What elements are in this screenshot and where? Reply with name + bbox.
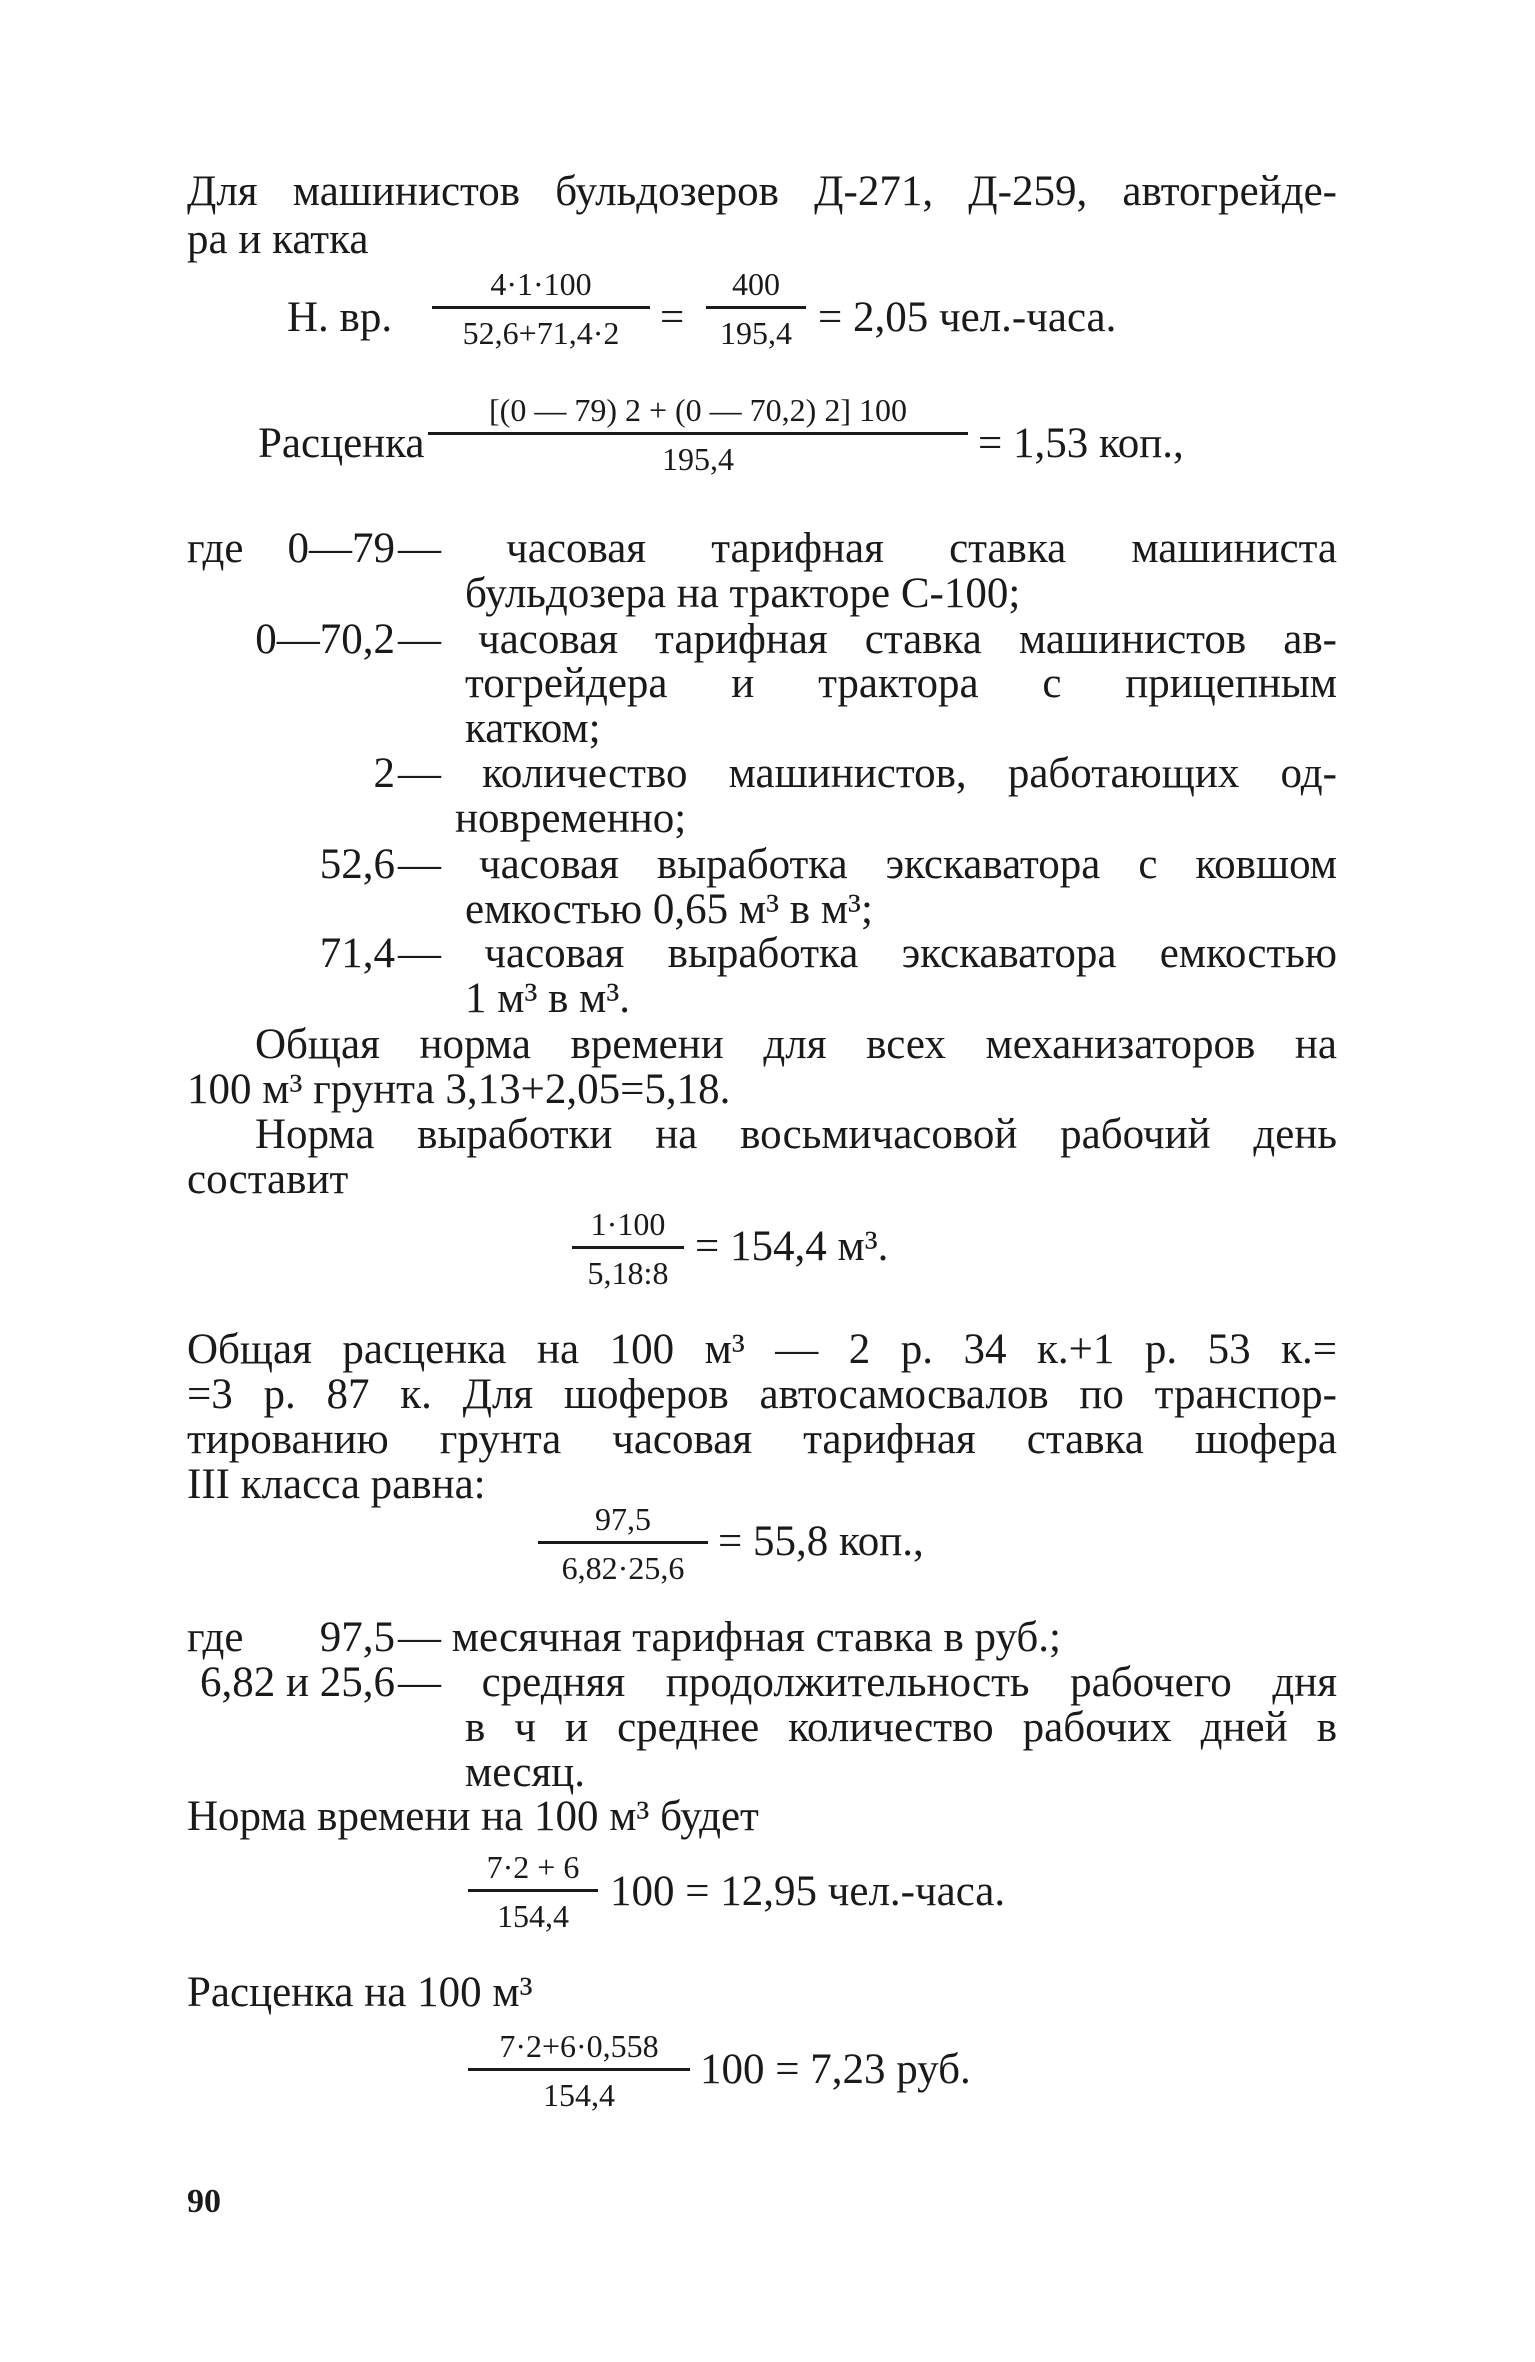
formula-rate100-numerator: 7·2+6·0,558: [499, 2028, 659, 2064]
legend2-def-2-line-2: в ч и среднее количество рабочих дней в: [465, 1704, 1337, 1751]
legend2-key-2: 6,82 и 25,6: [199, 1659, 395, 1706]
formula-norm100-result: 100 = 12,95 чел.-часа.: [610, 1868, 1006, 1915]
formula-rate100-result: 100 = 7,23 руб.: [700, 2046, 971, 2093]
formula-rate100-fraction: [468, 2030, 690, 2111]
legend1-def-2-line-3: катком;: [465, 705, 601, 752]
fraction-bar: [432, 306, 650, 309]
formula-norm100-fraction: [468, 1851, 598, 1932]
formula-nvr-frac1-denominator: 52,6+71,4·2: [462, 315, 620, 351]
legend2-def-2-line-1: — средняя продолжительность рабочего дня: [398, 1659, 1337, 1706]
para-rate-line-1: Общая расценка на 100 м³ — 2 р. 34 к.+1 р. 53 к.=: [187, 1326, 1337, 1373]
formula-nvr-result: = 2,05 чел.-часа.: [818, 294, 1117, 341]
para-output-line-2: составит: [187, 1156, 349, 1203]
para-total-line-1: Общая норма времени для всех механизаторов на: [255, 1021, 1337, 1068]
legend1-def-5-line-1: — часовая выработка экскаватора емкостью: [398, 930, 1337, 977]
legend1-def-4-line-2: емкостью 0,65 м³ в м³;: [465, 886, 873, 933]
para-rate-line-4: III класса равна:: [187, 1461, 486, 1508]
formula-rastsenka-fraction: [428, 394, 968, 475]
legend1-def-2-line-2: тогрейдера и трактора с прицепным: [465, 660, 1337, 707]
legend1-key-3: 2: [373, 750, 395, 797]
formula-driver-result: = 55,8 коп.,: [718, 1518, 924, 1565]
formula-norm100-denominator: 154,4: [497, 1898, 569, 1934]
formula-nvr-frac2-denominator: 195,4: [720, 315, 792, 351]
legend1-def-1-line-1: — часовая тарифная ставка машиниста: [398, 525, 1337, 572]
formula-rastsenka-result: = 1,53 коп.,: [978, 420, 1184, 467]
fraction-bar: [428, 432, 968, 435]
intro-line-2: ра и катка: [187, 216, 369, 263]
formula-output-denominator: 5,18:8: [587, 1255, 669, 1291]
legend1-key-2: 0—70,2: [255, 616, 395, 663]
para-norm100: Норма времени на 100 м³ будет: [187, 1793, 759, 1840]
legend1-key-5: 71,4: [319, 930, 395, 977]
para-output-line-1: Норма выработки на восьмичасовой рабочий день: [255, 1111, 1337, 1158]
intro-line-1: Для машинистов бульдозеров Д-271, Д-259, автогрейде-: [187, 168, 1337, 215]
fraction-bar: [538, 1541, 708, 1544]
legend1-def-4-line-1: — часовая выработка экскаватора с ковшом: [398, 841, 1337, 888]
legend2-where: где: [187, 1614, 244, 1661]
legend2-def-2-line-3: месяц.: [465, 1749, 585, 1796]
para-total-line-2: 100 м³ грунта 3,13+2,05=5,18.: [187, 1066, 731, 1113]
legend1-def-5-line-2: 1 м³ в м³.: [465, 975, 631, 1022]
legend1-def-3-line-1: — количество машинистов, работающих од-: [398, 750, 1337, 797]
formula-nvr-label: Н. вр.: [287, 294, 393, 341]
legend1-key-4: 52,6: [319, 841, 395, 888]
formula-rastsenka-denominator: 195,4: [662, 441, 734, 477]
para-rate-line-3: тированию грунта часовая тарифная ставка шофера: [187, 1416, 1337, 1463]
fraction-bar: [706, 306, 806, 309]
legend1-def-2-line-1: — часовая тарифная ставка машинистов ав-: [398, 616, 1337, 663]
formula-driver-fraction: [538, 1503, 708, 1584]
para-rate100: Расценка на 100 м³: [187, 1969, 533, 2016]
legend1-def-1-line-2: бульдозера на тракторе С-100;: [465, 570, 1021, 617]
fraction-bar: [572, 1246, 684, 1249]
formula-norm100-numerator: 7·2 + 6: [486, 1849, 580, 1885]
page-number: 90: [187, 2183, 221, 2220]
formula-nvr-equals: =: [660, 294, 685, 341]
formula-output-result: = 154,4 м³.: [695, 1223, 889, 1270]
para-rate-line-2: =3 р. 87 к. Для шоферов автосамосвалов по транспор-: [187, 1371, 1337, 1418]
formula-nvr-fraction-2: [706, 268, 806, 349]
legend1-key-1: 0—79: [287, 525, 395, 572]
formula-driver-numerator: 97,5: [595, 1501, 651, 1537]
legend1-where: где: [187, 525, 244, 572]
fraction-bar: [468, 2068, 690, 2071]
legend2-key-1: 97,5: [319, 1614, 395, 1661]
formula-rate100-denominator: 154,4: [543, 2077, 615, 2113]
formula-output-fraction: [572, 1208, 684, 1289]
formula-driver-denominator: 6,82·25,6: [561, 1550, 685, 1586]
formula-rastsenka-numerator: [(0 — 79) 2 + (0 — 70,2) 2] 100: [489, 392, 907, 428]
legend1-def-3-line-2: новременно;: [455, 795, 687, 842]
formula-rastsenka-label: Расценка: [258, 420, 425, 467]
formula-output-numerator: 1·100: [590, 1206, 666, 1242]
formula-nvr-frac1-numerator: 4·1·100: [490, 266, 592, 302]
formula-nvr-frac2-numerator: 400: [732, 266, 780, 302]
formula-nvr-fraction-1: [432, 268, 650, 349]
legend2-def-1-line-1: — месячная тарифная ставка в руб.;: [398, 1614, 1061, 1661]
fraction-bar: [468, 1889, 598, 1892]
